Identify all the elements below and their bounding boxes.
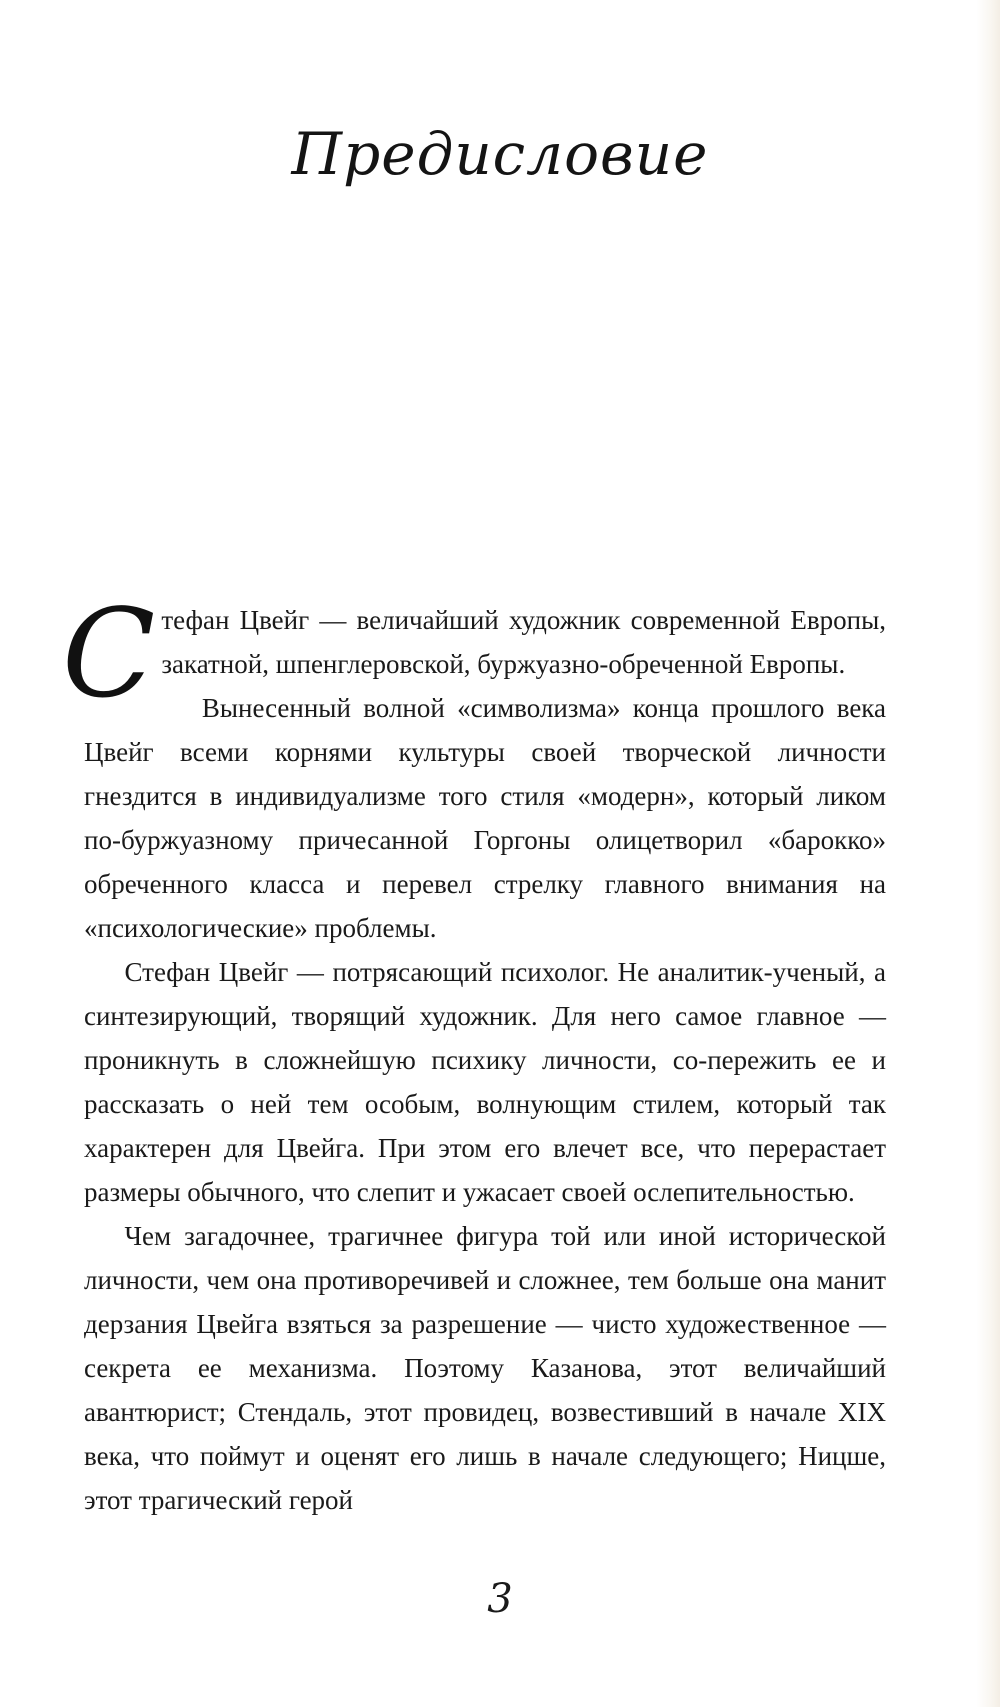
paragraph-1-text: тефан Цвейг — величайший художник современной Европы, закатной, шпенглеровской, буржуазно-обреченной Европы. bbox=[161, 605, 886, 679]
chapter-title: Предисловие bbox=[291, 120, 709, 188]
paragraph-4: Чем загадочнее, трагичнее фигура той или иной исторической личности, чем она противоречивей и сложнее, тем больше она манит дерзания Цвейга взяться за разрешение — чисто художественное — секрета ее механизма. Поэтому Казанова, этот величайший авантюрист; Стендаль, этот провидец, возвестивший в начале XIX века, что поймут и оценят его лишь в начале следующего; Ницше, этот трагический герой bbox=[84, 1221, 886, 1515]
paragraph-1 bbox=[62, 583, 886, 725]
paragraph-3: Стефан Цвейг — потрясающий психолог. Не аналитик-ученый, а синтезирующий, творящий художник. Для него самое главное — проникнуть в сложнейшую психику личности, со-пережить ее и рассказать о ней тем особым, волнующим стилем, который так характерен для Цвейга. При этом его влечет все, что перерастает размеры обычного, что слепит и ужасает своей ослепительностью. bbox=[84, 957, 886, 1207]
drop-cap: С bbox=[62, 583, 156, 725]
page-edge-shadow bbox=[976, 0, 1000, 1707]
page-number: 3 bbox=[487, 1576, 513, 1622]
paragraph-2: Вынесенный волной «символизма» конца прошлого века Цвейг всеми корнями культуры своей творческой личности гнездится в индивидуализме того стиля «модерн», который ликом по-буржуазному причесанной Горгоны олицетворил «барокко» обреченного класса и перевел стрелку главного внимания на «психологические» проблемы. bbox=[84, 693, 886, 943]
body-text bbox=[62, 583, 886, 1522]
